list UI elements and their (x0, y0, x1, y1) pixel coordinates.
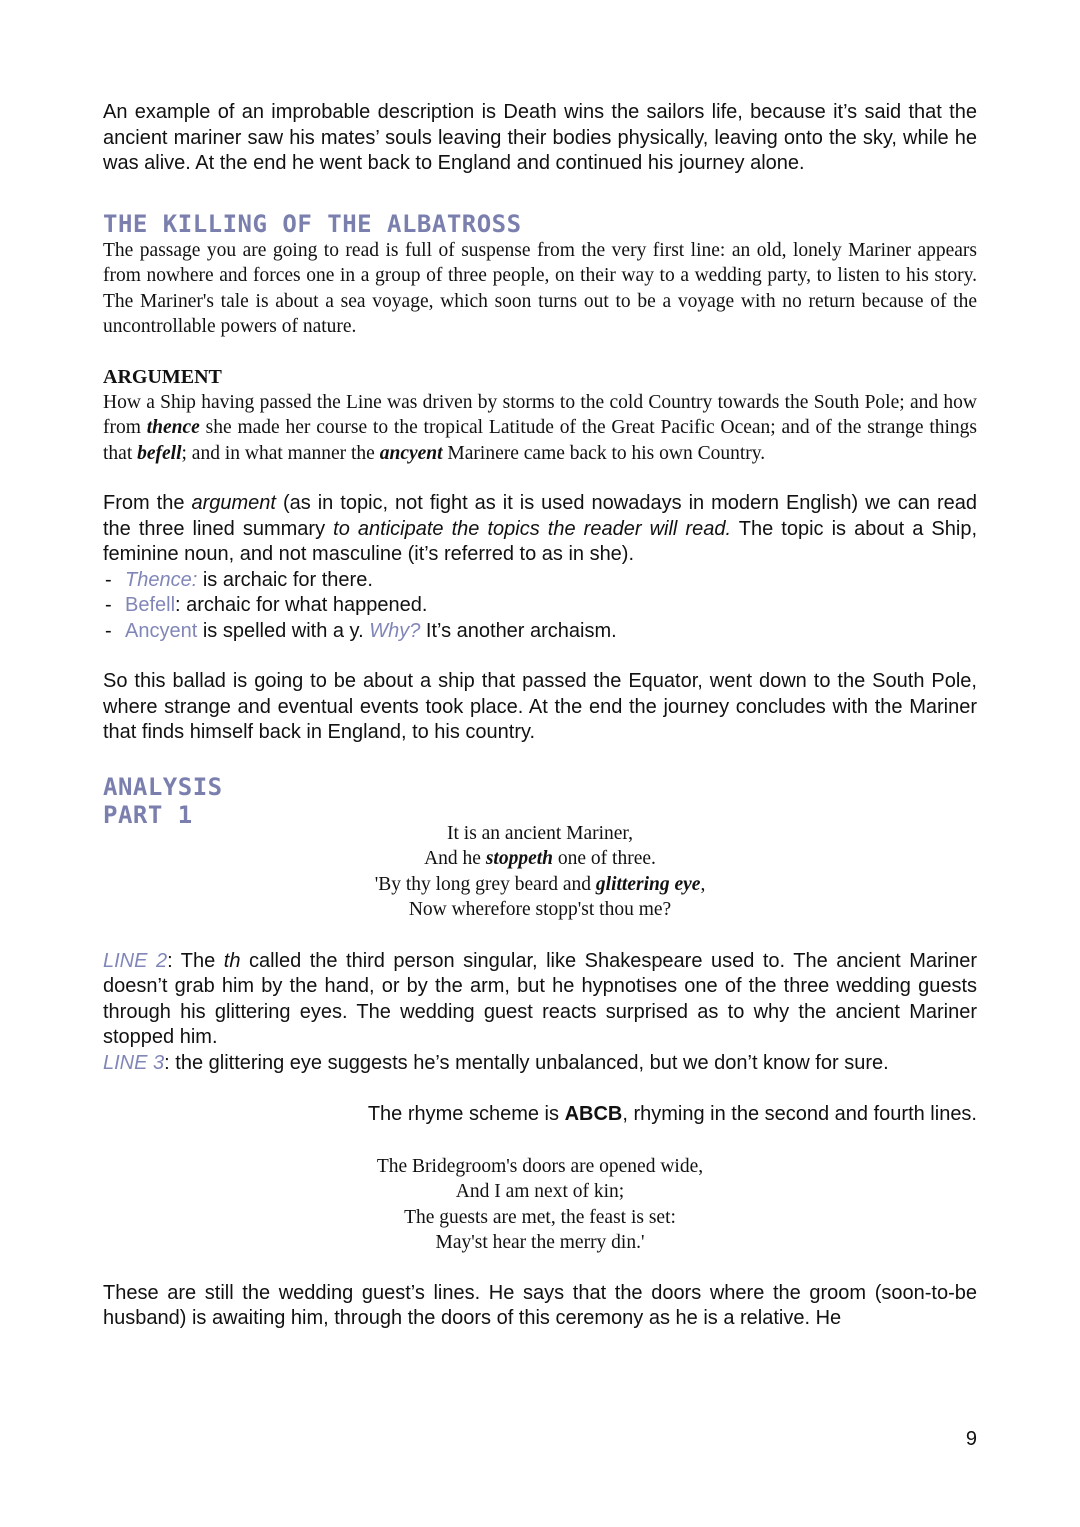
line3-note: LINE 3: the glittering eye suggests he’s mentally unbalanced, but we don’t know for sure. (103, 1051, 889, 1074)
closing-paragraph: These are still the wedding guest’s lines. He says that the doors where the groom (soon-to-be husband) is awaiting him, through the doors of this ceremony as he is a relative. He (103, 1281, 977, 1329)
word-befell: befell (137, 442, 182, 464)
part-heading: PART 1 (103, 800, 193, 829)
analysis-heading: ANALYSIS (103, 772, 223, 801)
rhyme-scheme-note: The rhyme scheme is ABCB, rhyming in the second and fourth lines. (367, 1103, 977, 1125)
list-item: - Befell: archaic for what happened. (103, 593, 977, 619)
stanza-2: The Bridegroom's doors are opened wide, And I am next of kin; The guests are met, the feast is set: May'st hear the merry din.' (376, 1155, 704, 1253)
word-thence: thence (146, 417, 200, 438)
summary-paragraph: So this ballad is going to be about a ship that passed the Equator, went down to the South Pole, where strange and eventual events took place. At the end the journey concludes with the Mariner that finds himself back in England, to his country. (103, 670, 977, 743)
archaism-list (103, 568, 977, 645)
stanza-1: It is an ancient Mariner, And he stoppeth one of three. 'By thy long grey beard and glittering eye, Now wherefore stopp'st thou me? (374, 822, 706, 920)
list-item: - Ancyent is spelled with a y. Why? It’s another archaism. (103, 619, 977, 645)
section-heading-albatross: THE KILLING OF THE ALBATROSS (103, 209, 522, 238)
line2-note: LINE 2: The th called the third person singular, like Shakespeare used to. The ancient Mariner doesn’t grab him by the hand, or by the arm, but he hypnotises one of the three wedding guests through his glittering eyes. The wedding guest reacts surprised as to why the ancient Mariner stopped him. (103, 949, 977, 1048)
list-item: - Thence: is archaic for there. (103, 568, 977, 594)
argument-heading: ARGUMENT (103, 365, 222, 388)
page-number: 9 (965, 1428, 977, 1450)
word-ancyent: ancyent (379, 442, 443, 464)
commentary-paragraph: From the argument (as in topic, not fight as it is used nowadays in modern English) we can read the three lined summary to anticipate the topics the reader will read. The topic is about a Ship, feminine noun, and not masculine (it’s referred to as in she). (103, 492, 978, 565)
intro-paragraph: An example of an improbable description is Death wins the sailors life, because it’s said that the ancient mariner saw his mates’ souls leaving their bodies physically, leaving onto the sky, while he was alive. At the end he went back to England and continued his journey alone. (103, 101, 977, 174)
argument-paragraph: How a Ship having passed the Line was driven by storms to the cold Country towards the South Pole; and how from thence she made her course to the tropical Latitude of the Great Pacific Ocean; and of the strange things that befell; and in what manner the ancyent Marinere came back to his own Country. (103, 391, 978, 464)
page-content (103, 100, 977, 1332)
albatross-paragraph: The passage you are going to read is full of suspense from the very first line: an old, lonely Mariner appears from nowhere and forces one in a group of three people, on their way to a wedding party, to listen to his story. The Mariner's tale is about a sea voyage, which soon turns out to be a voyage with no return because of the uncontrollable powers of nature. (103, 239, 977, 337)
